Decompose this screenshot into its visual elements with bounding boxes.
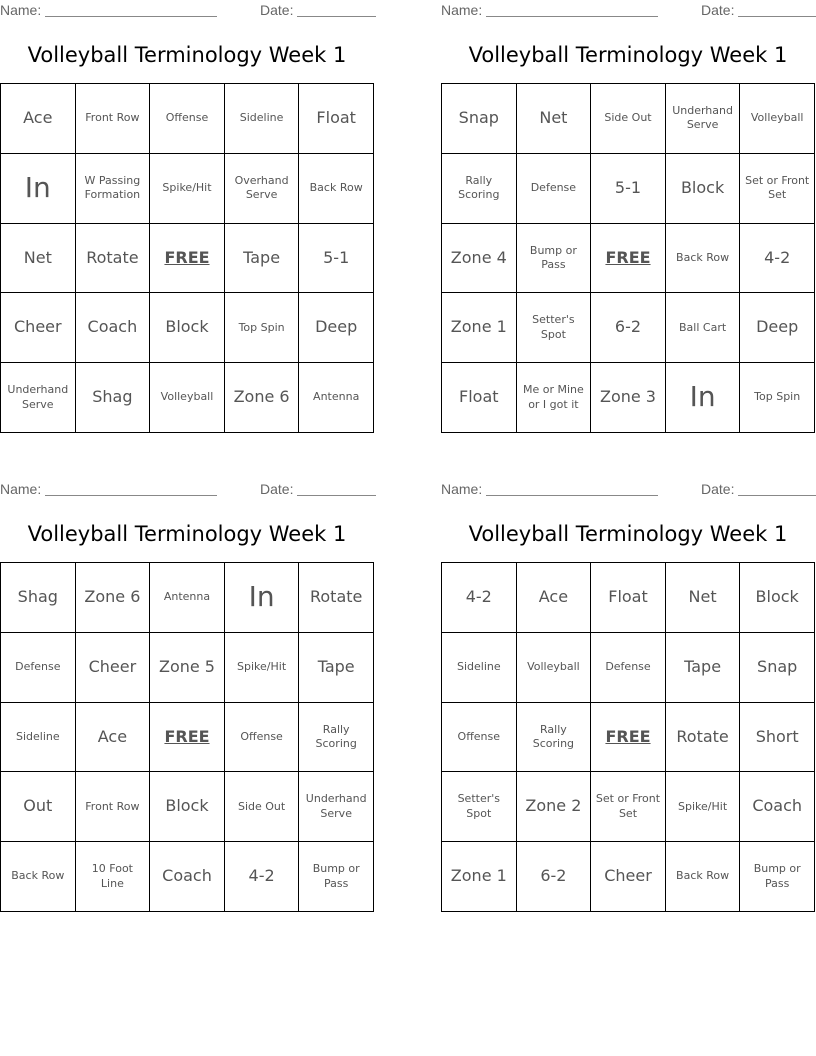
bingo-cell[interactable]: Defense [1,633,76,703]
bingo-cell[interactable]: Snap [740,633,815,703]
bingo-cell[interactable]: Shag [76,363,151,433]
bingo-cell[interactable]: Spike/Hit [150,154,225,224]
bingo-card [441,0,816,432]
bingo-cell[interactable]: Spike/Hit [666,772,741,842]
name-label: Name: [0,481,42,497]
card-title: Volleyball Terminology Week 1 [468,522,788,546]
bingo-cell[interactable]: Rotate [666,703,741,773]
bingo-cell[interactable]: Bump or Pass [517,224,592,294]
bingo-cell[interactable]: Ace [1,84,76,154]
bingo-card [0,479,376,911]
bingo-cell[interactable]: 5-1 [299,224,374,294]
bingo-cell[interactable]: Ball Cart [666,293,741,363]
bingo-cell[interactable]: Zone 2 [517,772,592,842]
bingo-cell[interactable]: Setter's Spot [517,293,592,363]
bingo-cell[interactable]: Bump or Pass [740,842,815,912]
name-date-row [0,479,376,499]
date-label: Date: [260,2,294,18]
bingo-cell[interactable]: Sideline [442,633,517,703]
bingo-cell[interactable]: Zone 1 [442,842,517,912]
date-blank-line[interactable] [297,16,376,17]
bingo-cell[interactable]: Block [740,563,815,633]
bingo-cell[interactable]: Zone 1 [442,293,517,363]
bingo-cell[interactable]: Sideline [1,703,76,773]
bingo-cell[interactable]: Back Row [666,224,741,294]
name-blank-line[interactable] [486,16,658,17]
bingo-cell[interactable]: Volleyball [150,363,225,433]
bingo-cell[interactable]: Coach [150,842,225,912]
bingo-cell[interactable]: Float [591,563,666,633]
bingo-cell[interactable]: Block [150,772,225,842]
bingo-cell[interactable]: Block [666,154,741,224]
bingo-cell[interactable]: Offense [442,703,517,773]
bingo-cell[interactable]: In [666,363,741,433]
name-label: Name: [0,2,42,18]
bingo-cell[interactable]: Rally Scoring [517,703,592,773]
bingo-cell[interactable]: Float [299,84,374,154]
bingo-cell[interactable]: Back Row [1,842,76,912]
bingo-cell[interactable]: Tape [299,633,374,703]
bingo-grid [0,562,374,912]
bingo-cell[interactable]: Zone 3 [591,363,666,433]
bingo-cell[interactable]: Side Out [591,84,666,154]
bingo-cell[interactable]: Set or Front Set [740,154,815,224]
bingo-cell[interactable]: Spike/Hit [225,633,300,703]
bingo-cell[interactable]: Volleyball [740,84,815,154]
bingo-cell[interactable]: Rally Scoring [442,154,517,224]
date-label: Date: [260,481,294,497]
card-title: Volleyball Terminology Week 1 [27,43,347,67]
card-title: Volleyball Terminology Week 1 [27,522,347,546]
bingo-cell[interactable]: Net [666,563,741,633]
bingo-cell[interactable]: Out [1,772,76,842]
bingo-cell[interactable]: W Passing Formation [76,154,151,224]
bingo-cell[interactable]: Antenna [150,563,225,633]
name-date-row [441,0,816,20]
bingo-grid [0,83,374,433]
bingo-cell[interactable]: 4-2 [442,563,517,633]
bingo-cell[interactable]: Snap [442,84,517,154]
name-label: Name: [441,481,483,497]
bingo-cell[interactable]: 6-2 [591,293,666,363]
date-blank-line[interactable] [297,495,376,496]
date-label: Date: [701,481,735,497]
bingo-card [0,0,376,432]
bingo-cell[interactable]: Zone 6 [225,363,300,433]
name-date-row [0,0,376,20]
free-space-cell[interactable]: FREE [591,703,666,773]
bingo-cell[interactable]: Offense [150,84,225,154]
free-space-cell[interactable]: FREE [591,224,666,294]
bingo-cell[interactable]: Zone 5 [150,633,225,703]
bingo-cell[interactable]: Coach [76,293,151,363]
bingo-cell[interactable]: Underhand Serve [1,363,76,433]
bingo-cell[interactable]: Bump or Pass [299,842,374,912]
bingo-cell[interactable]: Side Out [225,772,300,842]
bingo-card [441,479,816,911]
bingo-cell[interactable]: Top Spin [740,363,815,433]
bingo-cell[interactable]: Volleyball [517,633,592,703]
bingo-cell[interactable]: Tape [666,633,741,703]
bingo-cell[interactable]: Front Row [76,84,151,154]
bingo-cell[interactable]: Zone 6 [76,563,151,633]
bingo-cell[interactable]: 4-2 [225,842,300,912]
card-title: Volleyball Terminology Week 1 [468,43,788,67]
bingo-cell[interactable]: Short [740,703,815,773]
bingo-cell[interactable]: In [1,154,76,224]
bingo-cell[interactable]: Float [442,363,517,433]
bingo-cell[interactable]: Rotate [299,563,374,633]
bingo-grid [441,83,815,433]
bingo-cell[interactable]: Underhand Serve [666,84,741,154]
free-space-cell[interactable]: FREE [150,703,225,773]
bingo-cell[interactable]: In [225,563,300,633]
bingo-cell[interactable]: Offense [225,703,300,773]
bingo-cell[interactable]: Ace [517,563,592,633]
bingo-cell[interactable]: Cheer [591,842,666,912]
bingo-cell[interactable]: 4-2 [740,224,815,294]
name-blank-line[interactable] [45,495,217,496]
bingo-cell[interactable]: Cheer [1,293,76,363]
bingo-cell[interactable]: Rally Scoring [299,703,374,773]
bingo-cell[interactable]: Front Row [76,772,151,842]
bingo-cell[interactable]: Shag [1,563,76,633]
bingo-cell[interactable]: Defense [517,154,592,224]
date-blank-line[interactable] [738,495,816,496]
bingo-cell[interactable]: Sideline [225,84,300,154]
bingo-cell[interactable]: Back Row [299,154,374,224]
bingo-cell[interactable]: Setter's Spot [442,772,517,842]
bingo-cell[interactable]: Tape [225,224,300,294]
name-blank-line[interactable] [45,16,217,17]
bingo-cell[interactable]: Set or Front Set [591,772,666,842]
free-space-cell[interactable]: FREE [150,224,225,294]
bingo-cell[interactable]: Deep [740,293,815,363]
name-label: Name: [441,2,483,18]
date-label: Date: [701,2,735,18]
bingo-cell[interactable]: Rotate [76,224,151,294]
bingo-cell[interactable]: Block [150,293,225,363]
bingo-cell[interactable]: Zone 4 [442,224,517,294]
bingo-cell[interactable]: 10 Foot Line [76,842,151,912]
date-blank-line[interactable] [738,16,816,17]
bingo-cell[interactable]: Coach [740,772,815,842]
bingo-cell[interactable]: Net [517,84,592,154]
bingo-cell[interactable]: Net [1,224,76,294]
bingo-cell[interactable]: Cheer [76,633,151,703]
bingo-cell[interactable]: 6-2 [517,842,592,912]
bingo-cell[interactable]: 5-1 [591,154,666,224]
bingo-cell[interactable]: Overhand Serve [225,154,300,224]
bingo-cell[interactable]: Top Spin [225,293,300,363]
bingo-cell[interactable]: Defense [591,633,666,703]
bingo-cell[interactable]: Antenna [299,363,374,433]
bingo-cell[interactable]: Me or Mine or I got it [517,363,592,433]
bingo-cell[interactable]: Underhand Serve [299,772,374,842]
name-blank-line[interactable] [486,495,658,496]
name-date-row [441,479,816,499]
bingo-grid [441,562,815,912]
bingo-cell[interactable]: Back Row [666,842,741,912]
bingo-cell[interactable]: Deep [299,293,374,363]
bingo-cell[interactable]: Ace [76,703,151,773]
